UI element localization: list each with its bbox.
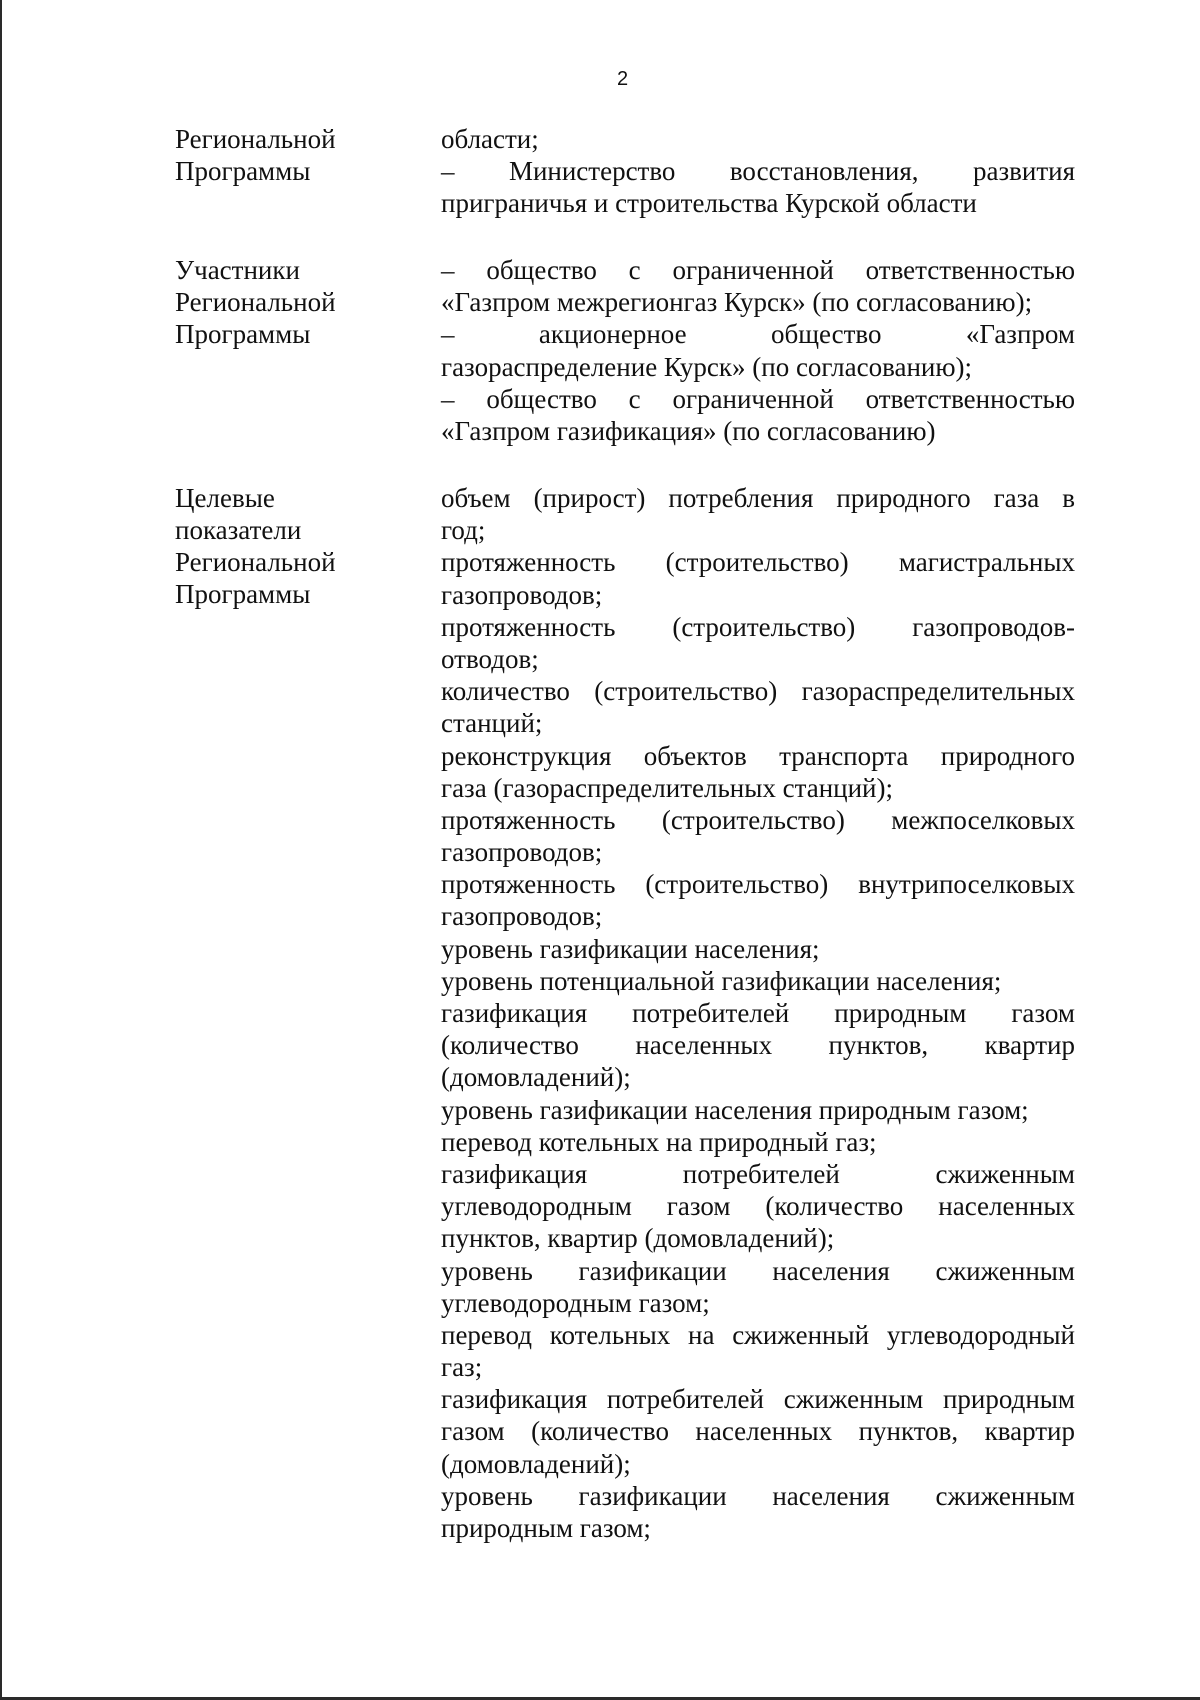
content-line: газораспределение Курск» (по согласованию); (441, 351, 973, 382)
content-line: «Газпром газификация» (по согласованию) (441, 415, 936, 446)
section-label-line: Программы (175, 579, 311, 609)
content-line: газа (газораспределительных станций); (441, 772, 893, 803)
content-line: газопроводов; (441, 901, 603, 932)
content-line: (домовладений); (441, 1062, 631, 1093)
content-line: протяженность (строительство) межпоселковых (441, 804, 1075, 835)
content-line: газификация потребителей природным газом (441, 998, 1075, 1028)
content-line: области; (441, 124, 539, 154)
section-label (175, 123, 415, 187)
content-line: – общество с ограниченной ответственностью (441, 383, 1075, 414)
content-line: – Министерство восстановления, развития (441, 156, 1075, 187)
section-label-line: Региональной (175, 287, 336, 317)
content-line: (домовладений); (441, 1448, 631, 1479)
section-content (441, 123, 1075, 220)
content-line: уровень потенциальной газификации населения; (441, 965, 1002, 996)
content-line: природным газом; (441, 1513, 651, 1543)
section-content (441, 254, 1075, 447)
content-line: протяженность (строительство) внутрипоселковых (441, 869, 1075, 900)
scan-edge-left (0, 0, 2, 1700)
section-label-line: Программы (175, 156, 311, 186)
section-label-line: Региональной (175, 124, 336, 154)
content-line: перевод котельных на сжиженный углеводородный (441, 1319, 1075, 1350)
content-line: объем (прирост) потребления природного газа в (441, 483, 1075, 513)
content-line: углеводородным газом (количество населенных (441, 1191, 1075, 1222)
section-label-line: Программы (175, 319, 311, 349)
content-line: перевод котельных на природный газ; (441, 1126, 877, 1157)
section-label-line: показатели (175, 515, 302, 545)
section-label-line: Региональной (175, 547, 336, 577)
content-line: – общество с ограниченной ответственностью (441, 255, 1075, 285)
content-line: станций; (441, 708, 543, 739)
content-line: год; (441, 515, 486, 546)
content-line: – акционерное общество «Газпром (441, 319, 1075, 350)
content-line: пунктов, квартир (домовладений); (441, 1223, 835, 1254)
content-line: уровень газификации населения природным газом; (441, 1094, 1029, 1125)
content-line: количество (строительство) газораспределительных (441, 676, 1075, 707)
section-label-line: Участники (175, 255, 300, 285)
content-line: газом (количество населенных пунктов, квартир (441, 1416, 1075, 1447)
content-line: уровень газификации населения; (441, 933, 820, 964)
content-line: газификация потребителей сжиженным (441, 1158, 1075, 1189)
content-line: газопроводов; (441, 579, 603, 610)
content-line: газопроводов; (441, 837, 603, 868)
content-line: уровень газификации населения сжиженным (441, 1255, 1075, 1286)
content-line: углеводородным газом; (441, 1287, 710, 1318)
section-label (175, 254, 415, 350)
content-line: отводов; (441, 643, 539, 674)
section-label-line: Целевые (175, 483, 275, 513)
content-line: протяженность (строительство) газопроводов- (441, 611, 1075, 642)
content-line: «Газпром межрегионгаз Курск» (по согласованию); (441, 287, 1033, 318)
content-line: газификация потребителей сжиженным природным (441, 1384, 1075, 1415)
content-line: (количество населенных пунктов, квартир (441, 1030, 1075, 1061)
content-line: приграничья и строительства Курской области (441, 188, 977, 219)
content-line: уровень газификации населения сжиженным (441, 1480, 1075, 1511)
page-number: 2 (616, 68, 629, 90)
content-line: реконструкция объектов транспорта природного (441, 740, 1075, 771)
section-label (175, 482, 415, 610)
content-line: газ; (441, 1352, 483, 1383)
section-content (441, 482, 1075, 1544)
content-line: протяженность (строительство) магистральных (441, 547, 1075, 578)
